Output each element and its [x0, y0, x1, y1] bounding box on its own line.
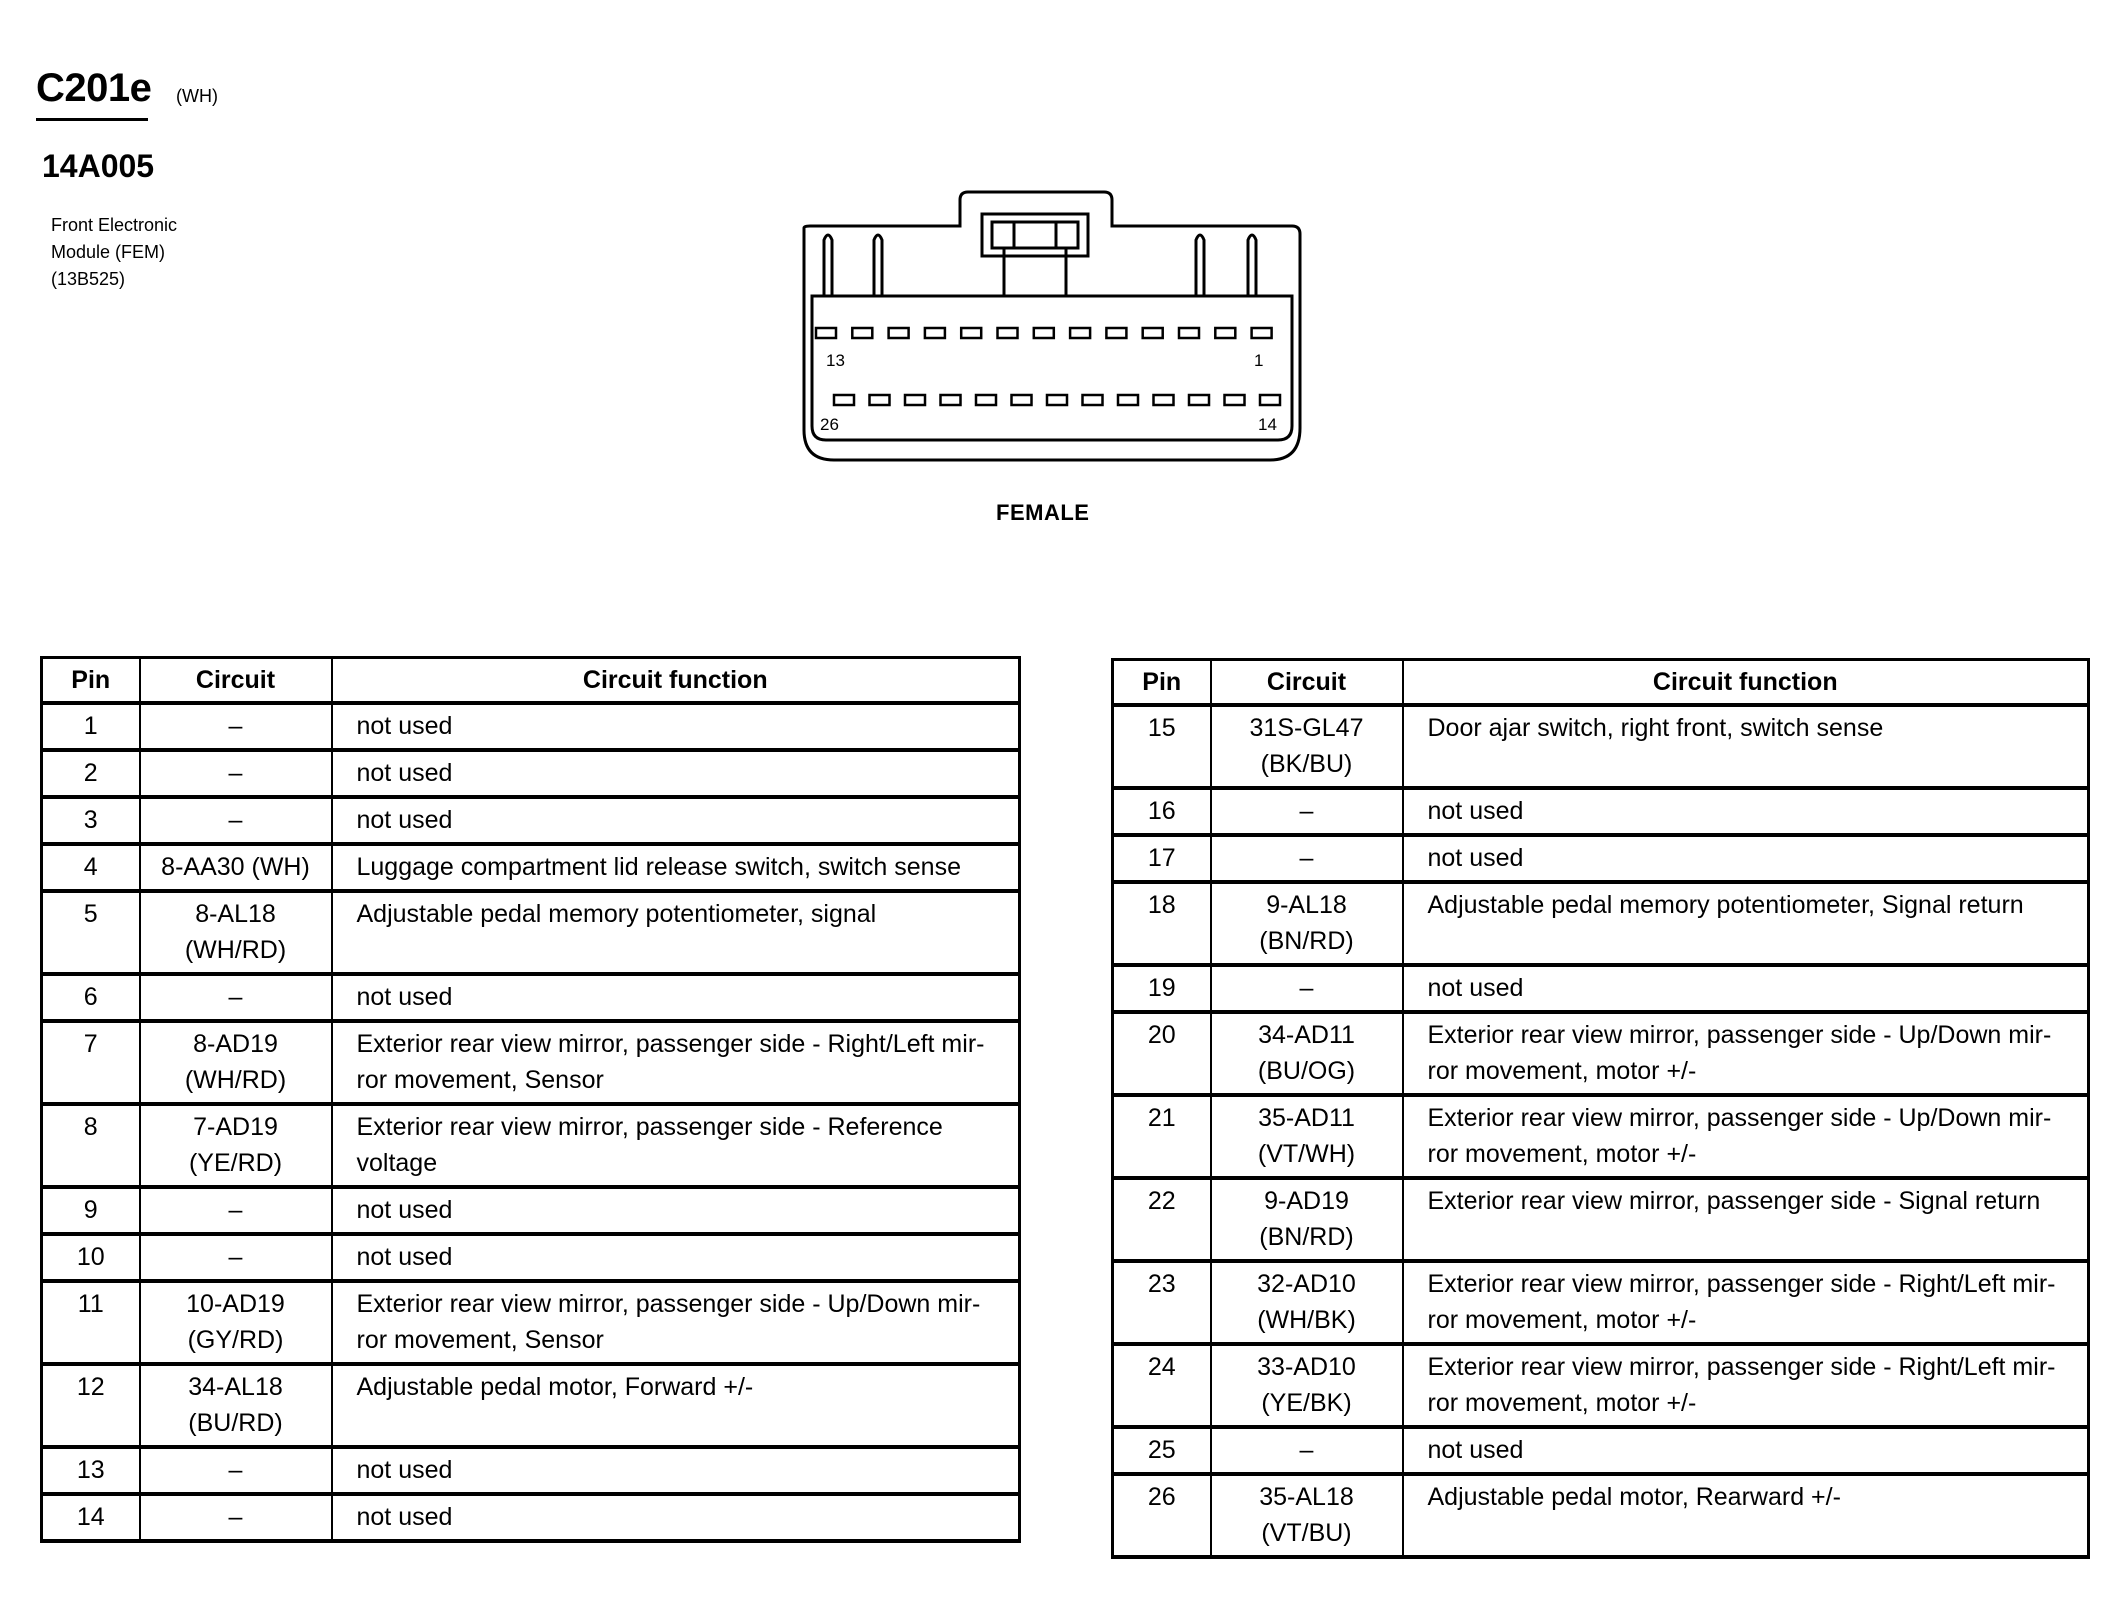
table-row: [1113, 1012, 2089, 1095]
circuit-cell: [1211, 705, 1403, 788]
pin-cell: 10: [42, 1234, 140, 1281]
pin-cell: 3: [42, 797, 140, 844]
function-line: Exterior rear view mirror, passenger side - Right/Left mir-: [356, 1030, 985, 1058]
pin-cell: 13: [42, 1447, 140, 1494]
pin-cavity: [1012, 395, 1032, 405]
circuit-cell: [140, 703, 332, 750]
pin-cavity: [852, 328, 872, 338]
function-cell: [332, 844, 1020, 891]
pin-cavity: [976, 395, 996, 405]
pin-cell: 17: [1113, 835, 1211, 882]
circuit-line: –: [228, 1243, 243, 1271]
table-row: [42, 1447, 1020, 1494]
connector-face-diagram: [792, 188, 1312, 468]
function-cell: [1403, 1344, 2089, 1427]
table-row: [42, 891, 1020, 974]
table-row: [1113, 1261, 2089, 1344]
table-row: [1113, 965, 2089, 1012]
pin-cell: 4: [42, 844, 140, 891]
pinout-rows-left: [42, 703, 1020, 1541]
pin-cell: 5: [42, 891, 140, 974]
pin-cavity: [1047, 395, 1067, 405]
circuit-cell: [1211, 1012, 1403, 1095]
part-description-line: Front Electronic: [51, 215, 178, 235]
function-line: Exterior rear view mirror, passenger side - Reference: [356, 1113, 943, 1141]
table-header-row: [42, 658, 1020, 704]
table-row: [42, 1234, 1020, 1281]
function-cell: [1403, 1474, 2089, 1557]
circuit-line: (YE/BK): [1261, 1389, 1352, 1417]
table-row: [42, 844, 1020, 891]
pin-label-14: 14: [1258, 415, 1277, 434]
circuit-line: –: [228, 1196, 243, 1224]
function-cell: [332, 974, 1020, 1021]
column-header-function: Circuit function: [332, 658, 1020, 704]
circuit-cell: [140, 844, 332, 891]
function-cell: [1403, 788, 2089, 835]
pin-cavity: [1070, 328, 1090, 338]
table-row: [1113, 1474, 2089, 1557]
function-cell: [332, 1364, 1020, 1447]
circuit-cell: [140, 1104, 332, 1187]
function-line: not used: [356, 712, 453, 740]
circuit-cell: [1211, 1261, 1403, 1344]
function-cell: [332, 1494, 1020, 1541]
pinout-table-left: [40, 656, 1021, 1543]
pin-cavity: [1118, 395, 1138, 405]
function-cell: [1403, 965, 2089, 1012]
circuit-line: (WH/BK): [1257, 1306, 1356, 1334]
table-row: [42, 1281, 1020, 1364]
function-line: not used: [1427, 974, 1524, 1002]
pin-cell: 23: [1113, 1261, 1211, 1344]
circuit-line: 8-AA30 (WH): [161, 853, 310, 881]
circuit-line: (WH/RD): [184, 936, 287, 964]
circuit-line: –: [228, 983, 243, 1011]
circuit-cell: [140, 1447, 332, 1494]
circuit-line: (YE/RD): [188, 1149, 283, 1177]
circuit-cell: [140, 891, 332, 974]
table-row: [1113, 835, 2089, 882]
function-line: ror movement, motor +/-: [1427, 1140, 1697, 1168]
table-row: [1113, 882, 2089, 965]
pin-cavity: [1260, 395, 1280, 405]
circuit-line: 33-AD10: [1257, 1353, 1356, 1381]
pin-cell: 25: [1113, 1427, 1211, 1474]
circuit-line: –: [228, 712, 243, 740]
table-row: [42, 1021, 1020, 1104]
table-row: [1113, 1095, 2089, 1178]
pin-cavity: [1154, 395, 1174, 405]
function-line: not used: [1427, 797, 1524, 825]
circuit-cell: [1211, 1344, 1403, 1427]
pin-cavity: [870, 395, 890, 405]
function-cell: [332, 1021, 1020, 1104]
circuit-line: 7-AD19: [193, 1113, 278, 1141]
pin-cavity: [1189, 395, 1209, 405]
function-cell: [1403, 1095, 2089, 1178]
circuit-cell: [1211, 1427, 1403, 1474]
pin-cell: 7: [42, 1021, 140, 1104]
circuit-cell: [140, 1364, 332, 1447]
pin-cell: 12: [42, 1364, 140, 1447]
circuit-line: 8-AL18: [195, 900, 276, 928]
function-line: Exterior rear view mirror, passenger side - Up/Down mir-: [1427, 1104, 2052, 1132]
circuit-line: –: [228, 806, 243, 834]
function-line: Exterior rear view mirror, passenger side - Signal return: [1427, 1187, 2041, 1215]
function-line: Exterior rear view mirror, passenger side - Right/Left mir-: [1427, 1353, 2056, 1381]
function-cell: [1403, 1261, 2089, 1344]
circuit-line: 10-AD19: [186, 1290, 285, 1318]
pin-cell: 8: [42, 1104, 140, 1187]
function-cell: [332, 1447, 1020, 1494]
column-header-circuit: Circuit: [1211, 660, 1403, 706]
column-header-circuit: Circuit: [140, 658, 332, 704]
circuit-cell: [1211, 1178, 1403, 1261]
circuit-line: –: [228, 1503, 243, 1531]
connector-id: C201e: [36, 66, 152, 110]
circuit-line: 9-AL18: [1266, 891, 1347, 919]
title-underline: [36, 118, 148, 121]
function-line: not used: [356, 806, 453, 834]
function-line: not used: [356, 759, 453, 787]
part-description-line: Module (FEM): [51, 242, 166, 262]
table-row: [1113, 1178, 2089, 1261]
function-line: not used: [1427, 844, 1524, 872]
circuit-line: (BN/RD): [1259, 927, 1354, 955]
circuit-cell: [140, 1494, 332, 1541]
function-line: ror movement, Sensor: [356, 1326, 604, 1354]
function-cell: [332, 703, 1020, 750]
function-line: Adjustable pedal motor, Rearward +/-: [1427, 1483, 1841, 1511]
function-cell: [1403, 882, 2089, 965]
function-line: Adjustable pedal memory potentiometer, signal: [356, 900, 877, 928]
pin-cavity: [1143, 328, 1163, 338]
function-cell: [332, 1187, 1020, 1234]
pin-cavity: [1083, 395, 1103, 405]
circuit-cell: [140, 1021, 332, 1104]
pin-cell: 9: [42, 1187, 140, 1234]
circuit-line: 35-AD11: [1258, 1104, 1355, 1132]
function-line: ror movement, motor +/-: [1427, 1306, 1697, 1334]
function-cell: [332, 1234, 1020, 1281]
circuit-line: –: [1299, 797, 1314, 825]
function-line: Adjustable pedal motor, Forward +/-: [356, 1373, 754, 1401]
table-header-row: [1113, 660, 2089, 706]
circuit-line: (BK/BU): [1260, 750, 1353, 778]
connector-housing: [804, 192, 1300, 460]
pin-cavity: [961, 328, 981, 338]
circuit-cell: [140, 750, 332, 797]
pin-cell: 21: [1113, 1095, 1211, 1178]
circuit-cell: [1211, 1474, 1403, 1557]
pin-label-13: 13: [826, 351, 845, 370]
column-header-function: Circuit function: [1403, 660, 2089, 706]
pin-cell: 16: [1113, 788, 1211, 835]
circuit-cell: [1211, 788, 1403, 835]
pin-cavity: [905, 395, 925, 405]
circuit-line: 34-AD11: [1258, 1021, 1355, 1049]
circuit-line: (VT/WH): [1257, 1140, 1356, 1168]
circuit-cell: [1211, 882, 1403, 965]
circuit-line: 9-AD19: [1264, 1187, 1349, 1215]
pin-cell: 6: [42, 974, 140, 1021]
pin-cavity: [1106, 328, 1126, 338]
circuit-line: (VT/BU): [1261, 1519, 1352, 1547]
pin-cavity: [941, 395, 961, 405]
function-cell: [332, 797, 1020, 844]
function-line: not used: [1427, 1436, 1524, 1464]
pin-label-26: 26: [820, 415, 839, 434]
pinout-table-right: [1111, 658, 2090, 1559]
part-number: 14A005: [42, 148, 155, 184]
table-row: [1113, 788, 2089, 835]
pin-row-bottom: [834, 395, 1280, 405]
circuit-cell: [1211, 1095, 1403, 1178]
pin-cavity: [998, 328, 1018, 338]
pin-cell: 18: [1113, 882, 1211, 965]
circuit-line: –: [1299, 974, 1314, 1002]
circuit-cell: [1211, 965, 1403, 1012]
function-cell: [1403, 1178, 2089, 1261]
connector-gender-label: FEMALE: [996, 500, 1090, 525]
function-cell: [1403, 705, 2089, 788]
pin-cell: 1: [42, 703, 140, 750]
function-cell: [332, 891, 1020, 974]
part-description-line: (13B525): [51, 269, 126, 289]
function-line: not used: [356, 1243, 453, 1271]
pin-cell: 11: [42, 1281, 140, 1364]
circuit-line: 31S-GL47: [1249, 714, 1364, 742]
function-line: Adjustable pedal memory potentiometer, Signal return: [1427, 891, 2024, 919]
circuit-line: (WH/RD): [184, 1066, 287, 1094]
table-row: [1113, 705, 2089, 788]
pin-cavity: [1225, 395, 1245, 405]
function-cell: [332, 750, 1020, 797]
table-row: [42, 1494, 1020, 1541]
circuit-cell: [140, 1187, 332, 1234]
circuit-line: (BU/RD): [188, 1409, 283, 1437]
pin-cell: 22: [1113, 1178, 1211, 1261]
function-line: not used: [356, 1456, 453, 1484]
pin-cavity: [1034, 328, 1054, 338]
circuit-line: 32-AD10: [1257, 1270, 1356, 1298]
function-line: not used: [356, 1503, 453, 1531]
table-row: [1113, 1344, 2089, 1427]
table-row: [1113, 1427, 2089, 1474]
pin-cavity: [1252, 328, 1272, 338]
column-header-pin: Pin: [1113, 660, 1211, 706]
table-row: [42, 1364, 1020, 1447]
circuit-line: –: [1299, 844, 1314, 872]
function-cell: [1403, 1427, 2089, 1474]
pin-label-1: 1: [1254, 351, 1264, 370]
circuit-line: 8-AD19: [193, 1030, 278, 1058]
table-row: [42, 750, 1020, 797]
pin-cell: 2: [42, 750, 140, 797]
table-row: [42, 1104, 1020, 1187]
circuit-line: 34-AL18: [188, 1373, 283, 1401]
pin-cavity: [889, 328, 909, 338]
function-line: Door ajar switch, right front, switch sense: [1427, 714, 1884, 742]
function-line: Exterior rear view mirror, passenger side - Up/Down mir-: [356, 1290, 981, 1318]
part-description: [51, 212, 177, 293]
function-line: Exterior rear view mirror, passenger side - Up/Down mir-: [1427, 1021, 2052, 1049]
pinout-rows-right: [1113, 705, 2089, 1557]
pin-cavity: [834, 395, 854, 405]
pin-cell: 20: [1113, 1012, 1211, 1095]
function-line: ror movement, motor +/-: [1427, 1389, 1697, 1417]
function-cell: [332, 1104, 1020, 1187]
circuit-cell: [1211, 835, 1403, 882]
table-row: [42, 797, 1020, 844]
pin-cavity: [925, 328, 945, 338]
pin-cavity: [816, 328, 836, 338]
circuit-line: 35-AL18: [1259, 1483, 1354, 1511]
circuit-cell: [140, 797, 332, 844]
circuit-line: (BU/OG): [1257, 1057, 1356, 1085]
circuit-cell: [140, 1234, 332, 1281]
pin-row-top: [816, 328, 1272, 338]
circuit-line: –: [228, 1456, 243, 1484]
function-cell: [1403, 1012, 2089, 1095]
circuit-cell: [140, 974, 332, 1021]
column-header-pin: Pin: [42, 658, 140, 704]
circuit-cell: [140, 1281, 332, 1364]
function-line: voltage: [356, 1149, 438, 1177]
pin-cell: 15: [1113, 705, 1211, 788]
circuit-line: (GY/RD): [187, 1326, 284, 1354]
pin-cell: 19: [1113, 965, 1211, 1012]
function-line: Exterior rear view mirror, passenger side - Right/Left mir-: [1427, 1270, 2056, 1298]
pin-cell: 24: [1113, 1344, 1211, 1427]
pin-cell: 14: [42, 1494, 140, 1541]
table-row: [42, 974, 1020, 1021]
function-line: not used: [356, 1196, 453, 1224]
function-line: ror movement, motor +/-: [1427, 1057, 1697, 1085]
circuit-line: (BN/RD): [1259, 1223, 1354, 1251]
function-line: ror movement, Sensor: [356, 1066, 604, 1094]
pin-cavity: [1215, 328, 1235, 338]
table-row: [42, 703, 1020, 750]
function-line: Luggage compartment lid release switch, switch sense: [356, 853, 961, 881]
pin-cavity: [1179, 328, 1199, 338]
pin-cell: 26: [1113, 1474, 1211, 1557]
function-line: not used: [356, 983, 453, 1011]
table-row: [42, 1187, 1020, 1234]
function-cell: [1403, 835, 2089, 882]
circuit-line: –: [1299, 1436, 1314, 1464]
connector-color: (WH): [176, 86, 218, 106]
circuit-line: –: [228, 759, 243, 787]
function-cell: [332, 1281, 1020, 1364]
